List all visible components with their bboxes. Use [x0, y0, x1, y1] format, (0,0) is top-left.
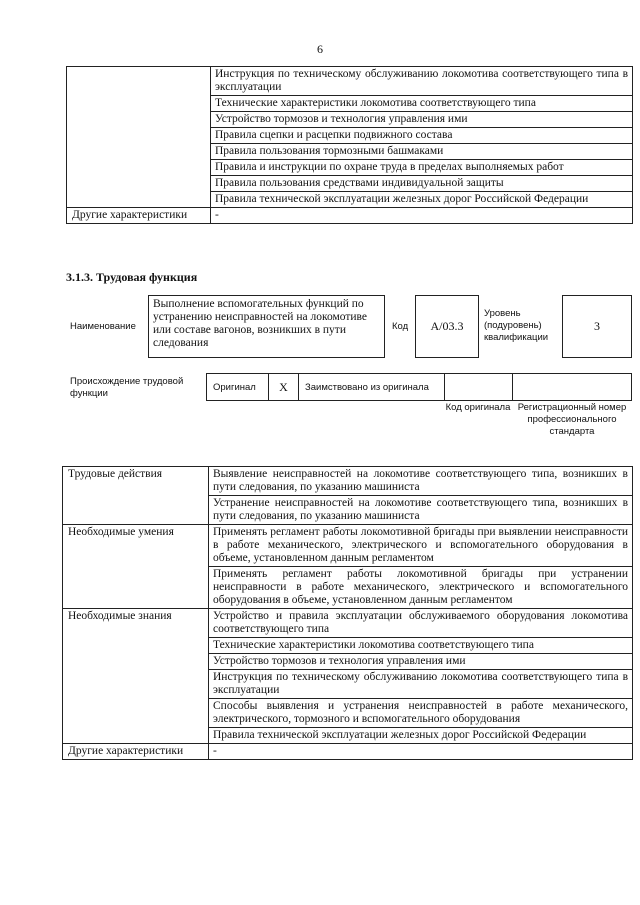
table-cell: Правила пользования средствами индивидуальной защиты	[211, 176, 633, 192]
table-row	[63, 525, 633, 567]
table-row	[63, 744, 633, 760]
reg-number-cell	[513, 374, 631, 400]
origin-label: Происхождение трудовой функции	[70, 376, 184, 399]
table-cell: Правила технической эксплуатации железных дорог Российской Федерации	[209, 728, 633, 744]
table-cell: Правила сцепки и расцепки подвижного состава	[211, 128, 633, 144]
skills-label: Необходимые умения	[63, 525, 209, 609]
table-cell: Устройство тормозов и технология управления ими	[211, 112, 633, 128]
knowledge-label: Необходимые знания	[63, 609, 209, 744]
reg-number-caption: Регистрационный номер профессионального стандарта	[517, 402, 627, 437]
table-cell: Технические характеристики локомотива соответствующего типа	[211, 96, 633, 112]
table-cell: Устройство и правила эксплуатации обслуживаемого оборудования локомотива соответствующего типа	[209, 609, 633, 638]
borrowed-label: Заимствовано из оригинала	[299, 374, 445, 400]
table-cell: Правила и инструкции по охране труда в пределах выполняемых работ	[211, 160, 633, 176]
original-mark: Х	[269, 374, 299, 400]
code-original-caption: Код оригинала	[445, 402, 511, 413]
function-name-box: Выполнение вспомогательных функций по устранению неисправностей на локомотиве или составе вагонов, возникших в пути следования	[148, 295, 385, 358]
name-label: Наименование	[70, 321, 136, 332]
page-number: 6	[317, 42, 323, 56]
empty-label-cell	[67, 67, 211, 208]
table-row	[63, 467, 633, 496]
level-label: Уровень (подуровень) квалификации	[484, 308, 549, 343]
table-cell: Способы выявления и устранения неисправностей в работе механического, электрического, тормозного и вспомогательного оборудования	[209, 699, 633, 728]
table-cell: Технические характеристики локомотива соответствующего типа	[209, 638, 633, 654]
table-row	[67, 67, 633, 96]
original-label: Оригинал	[207, 374, 269, 400]
level-box: 3	[562, 295, 632, 358]
table-cell: Устранение неисправностей на локомотиве соответствующего типа, возникших в пути следования, по указанию машиниста	[209, 496, 633, 525]
origin-row	[206, 373, 632, 401]
knowledge-continuation-table	[66, 66, 633, 224]
table-cell: Выявление неисправностей на локомотиве соответствующего типа, возникших в пути следования, по указанию машиниста	[209, 467, 633, 496]
labor-function-table	[62, 466, 633, 760]
table-cell: Инструкция по техническому обслуживанию локомотива соответствующего типа в эксплуатации	[209, 670, 633, 699]
other-characteristics-value: -	[211, 208, 633, 224]
code-label: Код	[392, 321, 409, 332]
other-characteristics-label: Другие характеристики	[63, 744, 209, 760]
function-code-box: А/03.3	[415, 295, 479, 358]
table-cell: Применять регламент работы локомотивной бригады при выявлении неисправности в работе механического, электрического и вспомогательного оборудования в объеме, установленном данным регламентом	[209, 525, 633, 567]
code-original-cell	[445, 374, 513, 400]
table-row	[67, 208, 633, 224]
table-cell: Инструкция по техническому обслуживанию локомотива соответствующего типа в эксплуатации	[211, 67, 633, 96]
table-cell: Применять регламент работы локомотивной бригады при устранении неисправности в работе механического, электрического и вспомогательного оборудования в объеме, установленном данным регламентом	[209, 567, 633, 609]
other-characteristics-value: -	[209, 744, 633, 760]
table-row	[63, 609, 633, 638]
actions-label: Трудовые действия	[63, 467, 209, 525]
table-cell: Правила пользования тормозными башмаками	[211, 144, 633, 160]
table-cell: Устройство тормозов и технология управления ими	[209, 654, 633, 670]
section-heading: 3.1.3. Трудовая функция	[66, 270, 198, 284]
table-cell: Правила технической эксплуатации железных дорог Российской Федерации	[211, 192, 633, 208]
other-characteristics-label: Другие характеристики	[67, 208, 211, 224]
